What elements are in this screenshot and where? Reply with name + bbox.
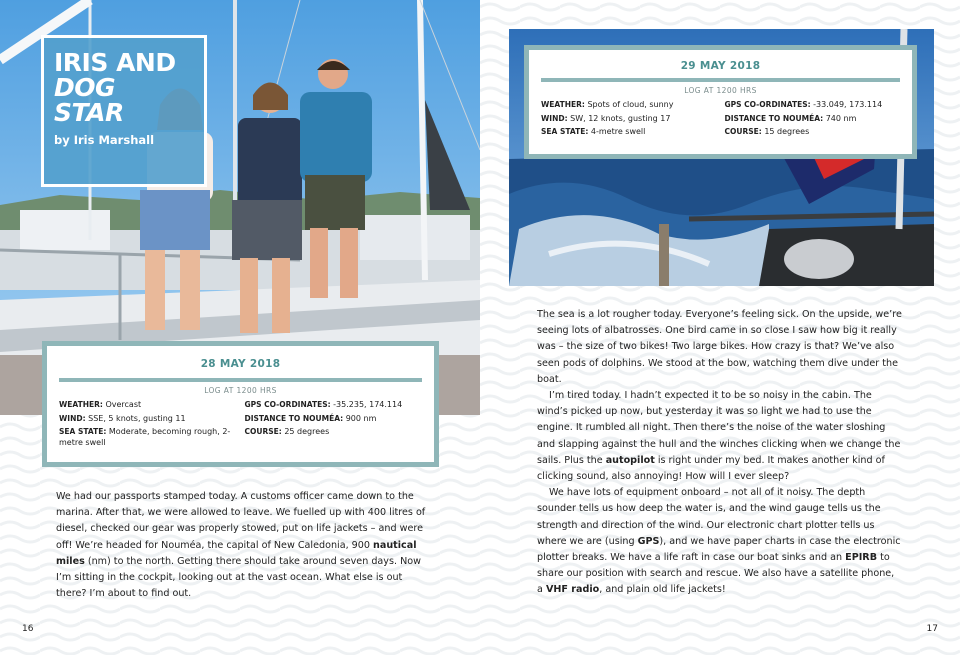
title-line-2: DOG [54, 73, 116, 102]
page-number-left: 16 [22, 624, 34, 634]
byline: by Iris Marshall [54, 133, 155, 147]
left-body-text [56, 489, 428, 602]
log-sea-state: SEA STATE: 4-metre swell [541, 127, 646, 136]
title-line-1: IRIS AND [54, 48, 176, 77]
log-course: COURSE: 15 degrees [724, 127, 810, 136]
title-line-3: STAR [54, 98, 124, 127]
log-time: LOG AT 1200 HRS [204, 386, 277, 395]
log-date: 29 MAY 2018 [680, 60, 761, 72]
left-paragraph-1: We had our passports stamped today. A customs officer came down to the marina. After that, we were allowed to leave. We fuelled up with 400 litres of diesel, checked our gear was properly stowed, put on life jackets – and were off! We’re headed for Nouméa, the capital of New Caledonia, 900 nautical miles (nm) to the north. Getting there should take around seven days. Now I’m sitting in the cockpit, looking out at the vast ocean. What else is out there? I’m about to find out. [56, 491, 426, 600]
right-paragraph-2: I’m tired today. I hadn’t expected it to be so noisy in the cabin. The wind’s picked up now, but yesterday it was so light we had to use the engine. It rumbled all night. Then there’s the noise of the water sloshing and slapping against the hull and the winches clicking when we change the sails. Plus the autopilot is right under my bed. It makes another kind of clicking sound, also annoying! How will I ever sleep? [537, 390, 901, 483]
log-fields [529, 100, 912, 138]
log-time: LOG AT 1200 HRS [684, 86, 757, 95]
log-weather: WEATHER: Spots of cloud, sunny [541, 100, 674, 109]
log-weather: WEATHER: Overcast [59, 400, 142, 409]
right-paragraph-1: The sea is a lot rougher today. Everyone’s feeling sick. On the upside, we’re seeing lots of albatrosses. One bird came in so close I saw how big it really was – the size of two bikes! Two large bikes. How crazy is that? We’ve also seen pods of dolphins. We stood at the bow, watching them dive under the boat. [537, 309, 902, 385]
log-date: 28 MAY 2018 [200, 358, 281, 370]
log-divider [541, 78, 900, 82]
log-course: COURSE: 25 degrees [244, 427, 330, 436]
log-box-28-may [42, 341, 439, 467]
page-number-right: 17 [926, 624, 938, 634]
log-fields [47, 400, 434, 448]
log-gps: GPS CO-ORDINATES: -33.049, 173.114 [724, 100, 883, 109]
right-page [480, 0, 960, 655]
log-distance: DISTANCE TO NOUMÉA: 740 nm [724, 113, 857, 123]
log-gps: GPS CO-ORDINATES: -35.235, 174.114 [244, 400, 403, 409]
log-wind: WIND: SW, 12 knots, gusting 17 [541, 113, 671, 123]
right-body-text [537, 307, 903, 599]
title-box [41, 35, 207, 187]
log-divider [59, 378, 422, 382]
log-sea-state: SEA STATE: Moderate, becoming rough, 2-metre swell [59, 427, 231, 447]
right-paragraph-3: We have lots of equipment onboard – not all of it noisy. The depth sounder tells us how deep the water is, and the wind gauge tells us the strength and direction of the wind. Our electronic chart plotter tells us where we are (using GPS), and we have paper charts in case the electronic plotter breaks. We have a life raft in case our boat sinks and an EPIRB to share our position with search and rescue. We also have a satellite phone, a VHF radio, and plain old life jackets! [537, 487, 901, 596]
log-distance: DISTANCE TO NOUMÉA: 900 nm [244, 413, 377, 423]
log-wind: WIND: SSE, 5 knots, gusting 11 [59, 413, 186, 423]
log-box-29-may [524, 45, 917, 159]
